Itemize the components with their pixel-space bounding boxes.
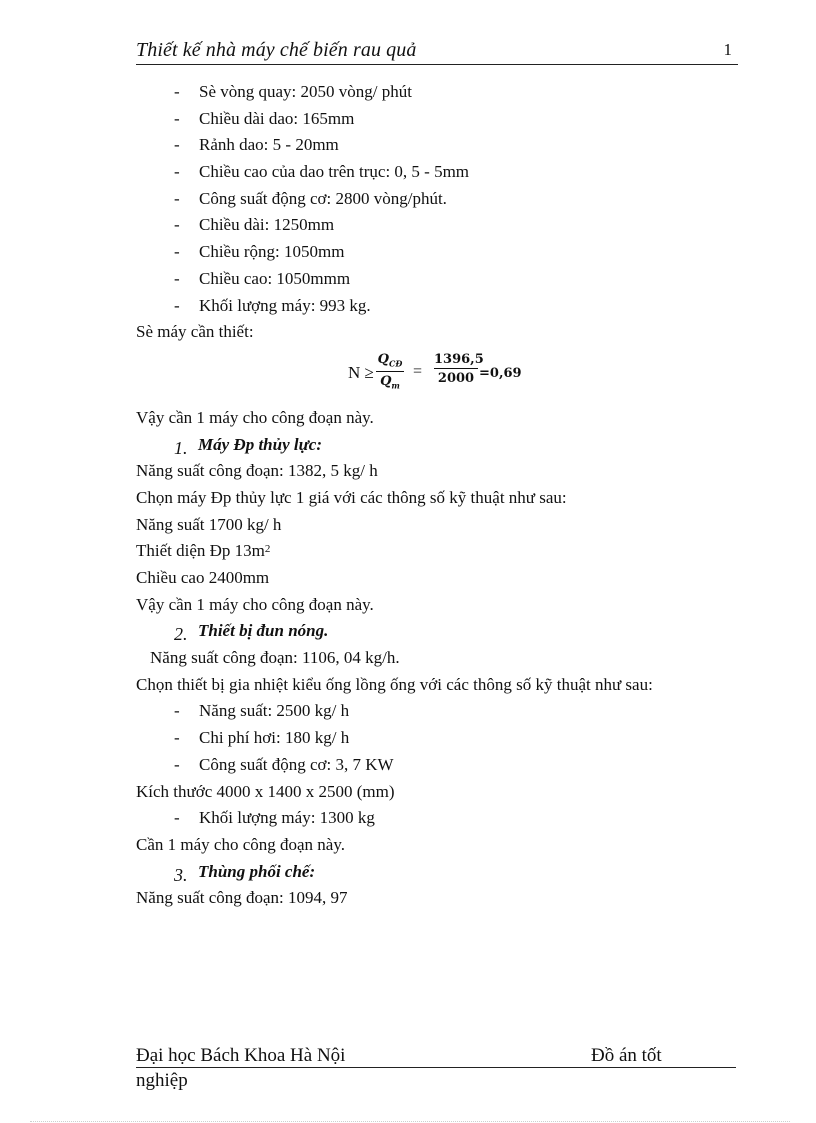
list-item: - Năng suất: 2500 kg/ h [174,701,350,721]
paragraph: Chiều cao 2400mm [136,568,270,587]
section-heading-1: 1. Máy Ðp thủy lực: [174,434,322,458]
list-item: - Chiều rộng: 1050mm [174,242,345,262]
paragraph: Kích thước 4000 x 1400 x 2500 (mm) [136,781,395,801]
footer-university: Đại học Bách Khoa Hà Nội [136,1045,346,1066]
conclusion-text: Vậy cần 1 máy cho công đoạn này. [136,407,374,427]
section-heading-2: 2. Thiết bị đun nóng. [174,621,329,645]
paragraph: Chọn thiết bị gia nhiệt kiểu ống lồng ống với các thông số kỹ thuật như sau: [136,674,653,694]
formula-fraction-values: $\frac{1396,5}{2000}$ [434,351,484,386]
list-item: - Chiều cao: 1050mmm [174,268,351,288]
page-header [136,38,738,65]
footer-continuation: nghiệp [136,1070,188,1091]
list-item: - Khối lượng máy: 993 kg. [174,295,371,315]
conclusion-text: Vậy cần 1 máy cho công đoạn này. [136,594,374,614]
paragraph: Chọn máy Ðp thủy lực 1 giá với các thông số kỹ thuật như sau: [136,487,567,507]
list-item: - Chiều dài dao: 165mm [174,108,355,128]
paragraph: Năng suất công đoạn: 1382, 5 kg/ h [136,461,378,481]
paragraph: Thiết diện Ðp $13m^2$ [136,541,271,561]
header-title: Thiết kế nhà máy chế biến rau quả [136,39,417,61]
page-footer [136,1043,736,1092]
formula [136,350,736,398]
formula-equals: = [413,362,423,380]
list-item: - Khối lượng máy: 1300 kg [174,808,375,828]
document-body [136,79,736,912]
formula-result: =0,69 [479,365,522,381]
page-number: 1 [723,40,732,59]
list-item: - Chi phí hơi: 180 kg/ h [174,728,350,748]
machines-needed-label: Sè máy cần thiết: [136,322,254,342]
list-item: - Rảnh dao: 5 - 20mm [174,135,339,155]
formula-lhs: N ≥ [348,362,374,382]
list-item: - Công suất động cơ: 2800 vòng/phút. [174,188,447,208]
paragraph: Năng suất công đoạn: 1106, 04 kg/h. [150,648,400,668]
formula-fraction-ratio: $Q_{CĐ}$ $Q_m$ [376,352,404,394]
page-bottom-divider [30,1121,790,1122]
section-heading-3: 3. Thùng phối chế: [174,861,316,885]
list-item: - Công suất động cơ: 3, 7 KW [174,754,394,774]
paragraph: Năng suất 1700 kg/ h [136,514,282,534]
paragraph: Năng suất công đoạn: 1094, 97 [136,888,348,908]
footer-project: Đồ án tốt [591,1045,662,1066]
conclusion-text: Cần 1 máy cho công đoạn này. [136,834,345,854]
list-item: - Sè vòng quay: 2050 vòng/ phút [174,82,412,101]
list-item: - Chiều dài: 1250mm [174,215,335,235]
list-item: - Chiều cao của dao trên trục: 0, 5 - 5mm [174,162,470,182]
